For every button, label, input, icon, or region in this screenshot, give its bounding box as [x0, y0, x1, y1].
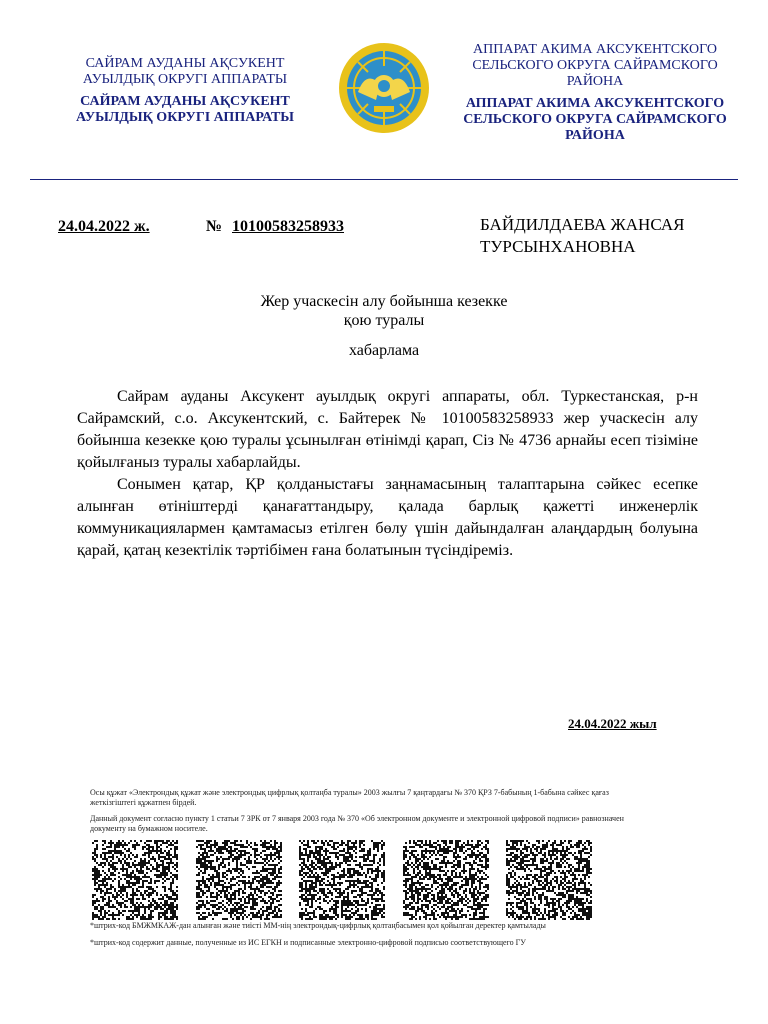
barcode-note-ru: *штрих-код содержит данные, полученные из ИС ЕГКН и подписанные электронно-цифровой подписью соответствующего ГУ: [90, 938, 526, 947]
header-divider: [30, 179, 738, 180]
issuer-ru-bold-line1: АППАРАТ АКИМА АКСУКЕНТСКОГО: [465, 96, 725, 111]
qr-code-2: [196, 840, 282, 920]
number-sign: №: [206, 218, 223, 235]
document-date: 24.04.2022 ж.: [58, 218, 150, 235]
qr-code-1: [92, 840, 178, 920]
issuer-kz: [40, 56, 330, 126]
legal-notice-ru: Данный документ согласно пункту 1 статьи 7 ЗРК от 7 января 2003 года № 370 «Об электронном документе и электронной цифровой подписи» равнозначен документу на бумажном носителе.: [90, 814, 624, 833]
footer-date: 24.04.2022 жыл: [568, 716, 657, 731]
issuer-ru-line1: АППАРАТ АКИМА АКСУКЕНТСКОГО: [473, 42, 717, 57]
qr-code-5: [506, 840, 592, 920]
title-line2: қою туралы: [343, 312, 425, 329]
issuer-kz-line1: САЙРАМ АУДАНЫ АҚСУКЕНТ: [85, 56, 285, 71]
qr-code-3: [299, 840, 385, 920]
document-body: [77, 386, 698, 562]
document-subtitle: хабарлама: [348, 342, 420, 359]
issuer-ru-line3: РАЙОНА: [566, 74, 624, 89]
title-line1: Жер учаскесін алу бойынша кезекке: [260, 293, 508, 310]
issuer-ru-bold-line3: РАЙОНА: [565, 128, 625, 143]
body-paragraph-2: Сонымен қатар, ҚР қолданыстағы заңнамасының талаптарына сәйкес есепке алынған өтініштерді қанағаттандыру, қалада барлық қажетті инженерлік коммуникациялармен қамтамасыз етілген бөлу үшін дайындалған алаңдардың болуына қарай, қатаң кезектілік тәртібімен ғана болатынын түсіндіреміз.: [77, 476, 698, 559]
recipient-line2: ТУРСЫНХАНОВНА: [480, 237, 636, 256]
issuer-kz-bold-line1: САЙРАМ АУДАНЫ АҚСУКЕНТ: [80, 94, 290, 109]
recipient: [480, 214, 740, 258]
issuer-ru-bold-line2: СЕЛЬСКОГО ОКРУГА САЙРАМСКОГО: [463, 112, 727, 127]
issuer-kz-bold-line2: АУЫЛДЫҚ ОКРУГІ АППАРАТЫ: [75, 110, 295, 125]
document-number: 10100583258933: [232, 218, 344, 235]
document-title: [0, 292, 768, 330]
issuer-ru-line2: СЕЛЬСКОГО ОКРУГА САЙРАМСКОГО: [472, 58, 718, 73]
barcode-note-kz: *штрих-код БМЖМКАЖ-дан алынған және тиісті ММ-нің электрондық-цифрлық қолтаңбасымен қол қойылған деректер қамтылады: [90, 921, 546, 930]
qr-code-4: [403, 840, 489, 920]
recipient-line1: БАЙДИЛДАЕВА ЖАНСАЯ: [480, 215, 685, 234]
state-emblem-icon: [336, 40, 432, 136]
issuer-ru: [450, 42, 740, 144]
issuer-kz-line2: АУЫЛДЫҚ ОКРУГІ АППАРАТЫ: [82, 72, 288, 87]
body-paragraph-1: Сайрам ауданы Аксукент ауылдық округі аппараты, обл. Туркестанская, р-н Сайрамский, с.о. Аксукентский, с. Байтерек № 10100583258933 жер учаскесін алу бойынша кезекке қою туралы ұсынылған өтінімді қарап, Сіз № 4736 арнайы есеп тізіміне қойылғаныз туралы хабарлайды.: [77, 388, 698, 471]
legal-notice-kz: Осы құжат «Электрондық құжат және электрондық цифрлық қолтаңба туралы» 2003 жылғы 7 қаңтардағы № 370 ҚРЗ 7-бабының 1-бабына сәйкес қағаз жеткізгіштегі құжатпен бірдей.: [90, 788, 609, 807]
